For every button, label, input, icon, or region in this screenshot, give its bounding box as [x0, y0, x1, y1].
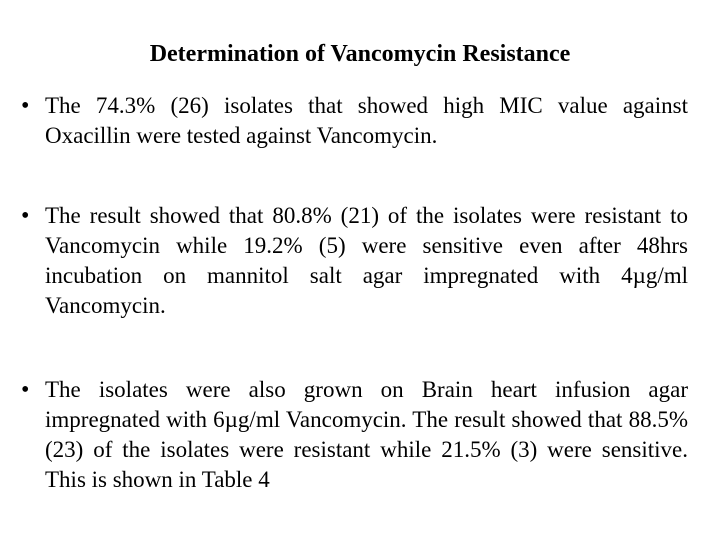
bullet-dot-icon: • [21, 93, 30, 119]
bullet-text: The result showed that 80.8% (21) of the isolates were resistant to Vancomycin while 19.2% (5) were sensitive even after 48hrs incubation on mannitol salt agar impregnated with 4µg/ml Vancomycin. [45, 203, 688, 318]
slide-title: Determination of Vancomycin Resistance [149, 41, 571, 67]
bullet-text: The 74.3% (26) isolates that showed high MIC value against Oxacillin were tested against Vancomycin. [45, 93, 688, 148]
bullet-dot-icon: • [21, 377, 30, 403]
bullet-dot-icon: • [21, 203, 30, 229]
bullet-text: The isolates were also grown on Brain heart infusion agar impregnated with 6µg/ml Vancomycin. The result showed that 88.5% (23) of the isolates were resistant while 21.5% (3) were sensitive. This is shown in Table 4 [45, 377, 688, 492]
